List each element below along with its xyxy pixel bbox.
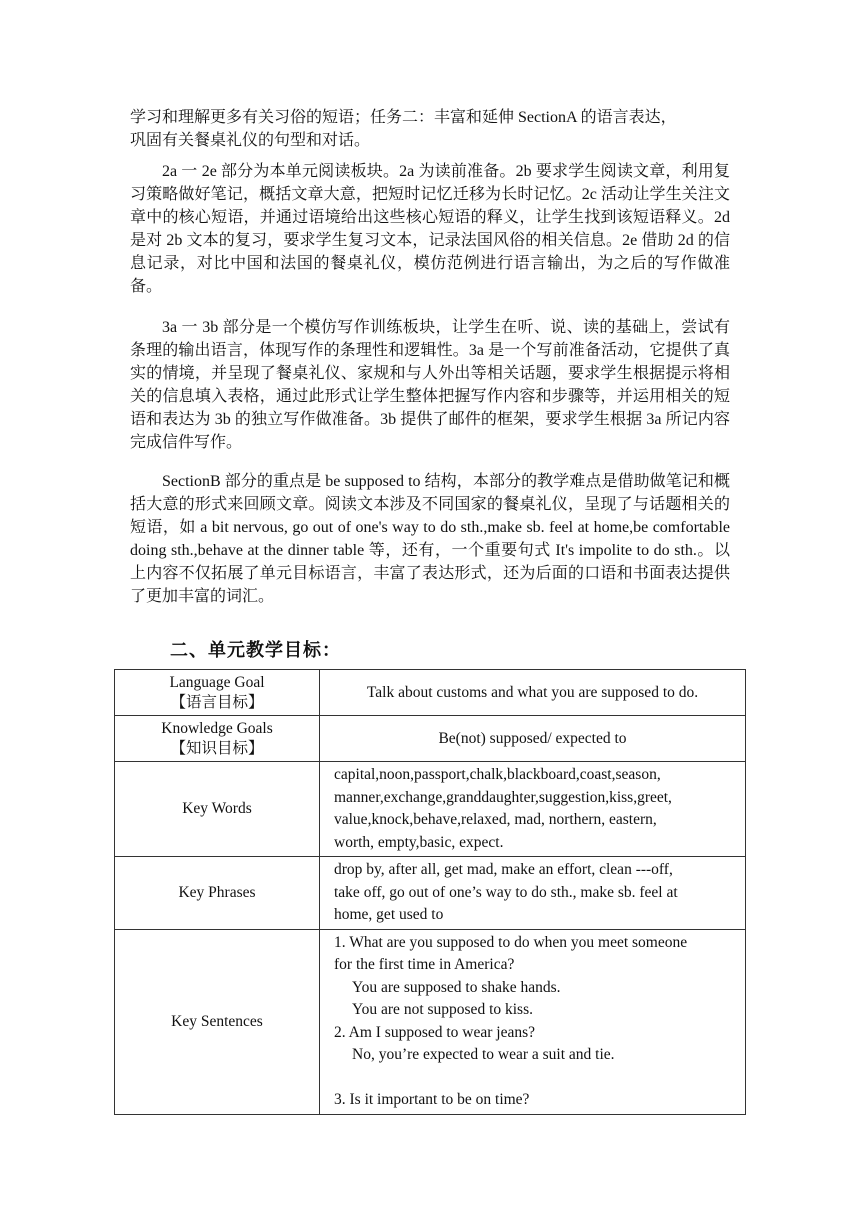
sentence-question-1: 1. What are you supposed to do when you meet someone [334, 933, 688, 951]
paragraph-section-b: SectionB 部分的重点是 be supposed to 结构，本部分的教学难点是借助做笔记和概括大意的形式来回顾文章。阅读文本涉及不同国家的餐桌礼仪，呈现了与话题相关的短语，如 a bit nervous, go out of one's way to do sth.,make sb. feel at home,be comfortable doing sth.,behave at the dinner table 等，还有，一个重要句式 It's impolite to do sth.。以上内容不仅拓展了单元目标语言，丰富了表达形式，还为后面的口语和书面表达提供了更加丰富的词汇。 [130, 473, 730, 605]
sentence-question-3: 3. Is it important to be on time? [334, 1091, 530, 1108]
sentence-answer-2: No, you’re expected to wear a suit and tie. [352, 1046, 615, 1063]
sentence-answer-1b: You are not supposed to kiss. [352, 1001, 533, 1018]
language-goal-label-en: Language Goal [169, 673, 265, 691]
key-words-line: worth, empty,basic, expect. [334, 833, 504, 851]
paragraph-3a-3b: 3a 一 3b 部分是一个模仿写作训练板块，让学生在听、说、读的基础上，尝试有条理的输出语言，体现写作的条理性和逻辑性。3a 是一个写前准备活动，它提供了真实的情境，并呈现了餐桌礼仪、家规和与人外出等相关话题，要求学生根据提示将相关的信息填入表格，通过此形式让学生整体把握写作内容和步骤等，并运用相关的短语和表达为 3b 的独立写作做准备。3b 提供了邮件的框架，要求学生根据 3a 所记内容完成信件写作。 [130, 319, 730, 451]
sentence-answer-1a: You are supposed to shake hands. [352, 978, 561, 996]
table-row-key-phrases [115, 857, 746, 930]
paragraph-2a-2e: 2a 一 2e 部分为本单元阅读板块。2a 为读前准备。2b 要求学生阅读文章，利用复习策略做好笔记，概括文章大意，把短时记忆迁移为长时记忆。2c 活动让学生关注文章中的核心短语，并通过语境给出这些核心短语的释义，让学生找到该短语释义。2d 是对 2b 文本的复习，要求学生复习文本，记录法国风俗的相关信息。2e 借助 2d 的信息记录，对比中国和法国的餐桌礼仪，模仿范例进行语言输出，为之后的写作做准备。 [130, 163, 730, 295]
sentence-question-2: 2. Am I supposed to wear jeans? [334, 1023, 536, 1041]
key-sentences-label: Key Sentences [115, 929, 320, 1114]
key-words-line: capital,noon,passport,chalk,blackboard,coast,season, [334, 766, 661, 783]
key-phrases-line: drop by, after all, get mad, make an effort, clean ---off, [334, 861, 673, 878]
key-words-line: value,knock,behave,relaxed, mad, northern, eastern, [334, 811, 657, 828]
knowledge-goals-label-cn: 【知识目标】 [170, 739, 264, 757]
language-goal-label-cn: 【语言目标】 [170, 693, 264, 711]
table-row-language-goal [115, 670, 746, 716]
key-words-value [320, 762, 746, 857]
key-phrases-value [320, 857, 746, 930]
knowledge-goals-value: Be(not) supposed/ expected to [320, 716, 746, 762]
key-phrases-line: take off, go out of one’s way to do sth., make sb. feel at [334, 883, 678, 901]
table-row-key-words [115, 762, 746, 857]
key-phrases-line: home, get used to [334, 906, 444, 923]
key-phrases-label: Key Phrases [115, 857, 320, 930]
blank-line [334, 1067, 737, 1090]
paragraph-intro [130, 106, 730, 152]
section-heading: 二、单元教学目标： [170, 640, 341, 661]
language-goal-value: Talk about customs and what you are supposed to do. [320, 670, 746, 716]
paragraph-intro-line-2: 巩固有关餐桌礼仪的句型和对话。 [130, 132, 371, 149]
sentence-question-1-cont: for the first time in America? [334, 956, 515, 973]
knowledge-goals-label-en: Knowledge Goals [161, 719, 273, 737]
table-row-key-sentences [115, 929, 746, 1114]
key-words-label: Key Words [115, 762, 320, 857]
language-goal-label [115, 670, 320, 716]
goals-table [114, 669, 746, 1115]
paragraph-intro-line-1: 学习和理解更多有关习俗的短语；任务二：丰富和延伸 SectionA 的语言表达， [130, 109, 677, 126]
key-sentences-value [320, 929, 746, 1114]
key-words-line: manner,exchange,granddaughter,suggestion,kiss,greet, [334, 788, 672, 806]
knowledge-goals-label [115, 716, 320, 762]
table-row-knowledge-goals [115, 716, 746, 762]
